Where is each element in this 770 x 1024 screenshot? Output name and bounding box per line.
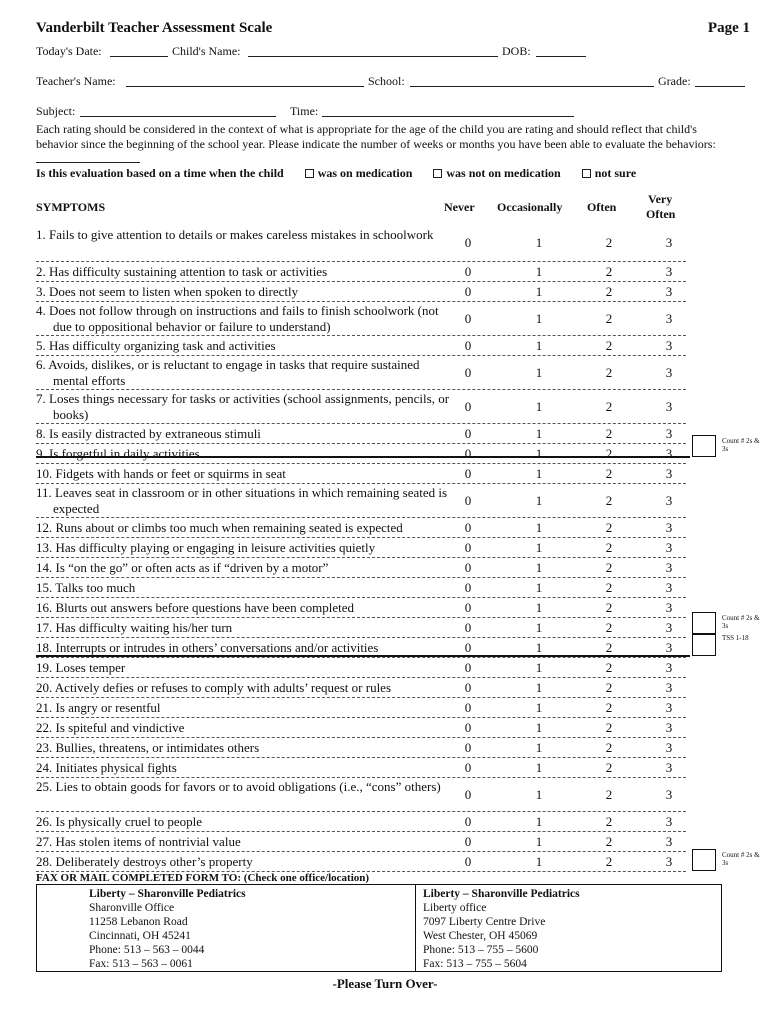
- rating-option[interactable]: 0: [464, 834, 472, 849]
- rating-option[interactable]: 3: [665, 365, 673, 380]
- page-number: Page 1: [707, 20, 750, 36]
- table-row: [36, 778, 686, 812]
- symptom-text: 14. Is “on the go” or often acts as if “driven by a motor”: [36, 560, 329, 575]
- fax-heading: FAX OR MAIL COMPLETED FORM TO: (Check one office/location): [36, 872, 370, 884]
- rating-option[interactable]: 1: [535, 365, 543, 380]
- rating-option[interactable]: 1: [535, 426, 543, 441]
- symptom-text: 15. Talks too much: [36, 580, 136, 595]
- table-row: [36, 758, 686, 778]
- symptom-text: 12. Runs about or climbs too much when remaining seated is expected: [36, 520, 403, 535]
- office2-phone: Phone: 513 – 755 – 5600: [423, 944, 539, 956]
- rating-option[interactable]: 2: [605, 493, 613, 508]
- rating-option[interactable]: 3: [665, 399, 673, 414]
- symptom-text: 7. Loses things necessary for tasks or activities (school assignments, pencils, or books): [36, 391, 450, 422]
- subject-field[interactable]: [80, 106, 276, 117]
- symptom-text: 22. Is spiteful and vindictive: [36, 720, 185, 735]
- please-turn-over: -Please Turn Over-: [332, 976, 438, 991]
- rating-option[interactable]: 3: [665, 760, 673, 775]
- rating-option[interactable]: 2: [605, 787, 613, 802]
- rating-option[interactable]: 1: [535, 720, 543, 735]
- table-row: [36, 578, 686, 598]
- symptom-text: 5. Has difficulty organizing task and activities: [36, 338, 276, 353]
- rating-option[interactable]: 0: [464, 680, 472, 695]
- rating-option[interactable]: 3: [665, 660, 673, 675]
- symptom-text: 6. Avoids, dislikes, or is reluctant to engage in tasks that require sustained mental efforts: [36, 357, 420, 388]
- rating-option[interactable]: 1: [535, 235, 543, 250]
- rating-option[interactable]: 0: [464, 580, 472, 595]
- todays-date-field[interactable]: [110, 46, 168, 57]
- symptom-text: 18. Interrupts or intrudes in others’ conversations and/or activities: [36, 640, 379, 655]
- count-box-hyperactivity[interactable]: [692, 612, 716, 634]
- rating-option[interactable]: 1: [535, 446, 543, 461]
- office1-office: Sharonville Office: [89, 902, 175, 914]
- rating-option[interactable]: 2: [605, 365, 613, 380]
- count-box-inattention[interactable]: [692, 435, 716, 457]
- very-often-header-line2: Often: [646, 207, 676, 221]
- symptom-text: 28. Deliberately destroys other’s property: [36, 854, 253, 869]
- rating-option[interactable]: 1: [535, 493, 543, 508]
- rating-option[interactable]: 2: [605, 580, 613, 595]
- rating-option[interactable]: 0: [464, 560, 472, 575]
- not-sure-option[interactable]: [582, 166, 636, 180]
- table-row: [36, 598, 686, 618]
- occasionally-header: Occasionally: [497, 200, 563, 214]
- teachers-name-field[interactable]: [126, 76, 364, 87]
- table-row: [36, 738, 686, 758]
- rating-option[interactable]: 3: [665, 620, 673, 635]
- rating-option[interactable]: 1: [535, 700, 543, 715]
- rating-option[interactable]: 2: [605, 680, 613, 695]
- rating-option[interactable]: 2: [605, 399, 613, 414]
- rating-option[interactable]: 1: [535, 284, 543, 299]
- table-row: [36, 698, 686, 718]
- rating-option[interactable]: 2: [605, 600, 613, 615]
- dob-label: DOB:: [502, 44, 531, 58]
- rating-option[interactable]: 0: [464, 600, 472, 615]
- rating-option[interactable]: 3: [665, 520, 673, 535]
- rating-option[interactable]: 1: [535, 311, 543, 326]
- section-divider-2: [36, 655, 690, 657]
- office-divider: [415, 885, 416, 971]
- rating-option[interactable]: 3: [665, 493, 673, 508]
- tss-note: TSS 1-18: [722, 634, 749, 642]
- rating-option[interactable]: 2: [605, 338, 613, 353]
- table-row: [36, 832, 686, 852]
- rating-option[interactable]: 1: [535, 787, 543, 802]
- rating-option[interactable]: 0: [464, 740, 472, 755]
- not-on-medication-label: was not on medication: [446, 166, 561, 180]
- rating-option[interactable]: 3: [665, 680, 673, 695]
- rating-option[interactable]: 0: [464, 540, 472, 555]
- table-row: [36, 484, 686, 518]
- todays-date-label: Today's Date:: [36, 44, 102, 58]
- rating-option[interactable]: 3: [665, 540, 673, 555]
- on-medication-label: was on medication: [317, 166, 413, 180]
- rating-option[interactable]: 0: [464, 700, 472, 715]
- rating-option[interactable]: 2: [605, 740, 613, 755]
- not-sure-checkbox[interactable]: [582, 169, 591, 178]
- rating-option[interactable]: 0: [464, 854, 472, 869]
- rating-option[interactable]: 1: [535, 740, 543, 755]
- rating-option[interactable]: 1: [535, 760, 543, 775]
- rating-option[interactable]: 2: [605, 660, 613, 675]
- on-medication-option[interactable]: [305, 166, 413, 180]
- rating-option[interactable]: 0: [464, 814, 472, 829]
- symptom-text: 21. Is angry or resentful: [36, 700, 161, 715]
- rating-option[interactable]: 2: [605, 700, 613, 715]
- table-row: [36, 302, 686, 336]
- childs-name-label: Child's Name:: [172, 44, 241, 58]
- rating-option[interactable]: 3: [665, 814, 673, 829]
- rating-option[interactable]: 2: [605, 640, 613, 655]
- dob-field[interactable]: [536, 46, 586, 57]
- teachers-name-label: Teacher's Name:: [36, 74, 116, 88]
- office2-office: Liberty office: [423, 902, 487, 914]
- symptom-text: 2. Has difficulty sustaining attention to task or activities: [36, 264, 328, 279]
- table-row: [36, 812, 686, 832]
- rating-option[interactable]: 1: [535, 466, 543, 481]
- rating-option[interactable]: 3: [665, 338, 673, 353]
- symptom-text: 19. Loses temper: [36, 660, 126, 675]
- rating-option[interactable]: 0: [464, 338, 472, 353]
- rating-option[interactable]: 0: [464, 620, 472, 635]
- table-row: [36, 444, 686, 464]
- medication-question-text: Is this evaluation based on a time when the child: [36, 166, 284, 180]
- rating-option[interactable]: 2: [605, 834, 613, 849]
- table-row: [36, 678, 686, 698]
- office1-phone: Phone: 513 – 563 – 0044: [89, 944, 205, 956]
- rating-option[interactable]: 0: [464, 264, 472, 279]
- often-header: Often: [587, 200, 617, 214]
- rating-option[interactable]: 1: [535, 814, 543, 829]
- rating-option[interactable]: 1: [535, 560, 543, 575]
- table-row: [36, 424, 686, 444]
- rating-option[interactable]: 0: [464, 426, 472, 441]
- rating-option[interactable]: 1: [535, 680, 543, 695]
- rating-option[interactable]: 1: [535, 264, 543, 279]
- rating-option[interactable]: 3: [665, 426, 673, 441]
- office1-fax: Fax: 513 – 563 – 0061: [89, 958, 193, 970]
- table-row: [36, 658, 686, 678]
- rating-option[interactable]: 1: [535, 338, 543, 353]
- office1-street: 11258 Lebanon Road: [89, 916, 188, 928]
- rating-option[interactable]: 1: [535, 600, 543, 615]
- time-label: Time:: [290, 104, 319, 118]
- symptom-text: 9. Is forgetful in daily activities: [36, 446, 200, 461]
- office2-name: Liberty – Sharonville Pediatrics: [423, 888, 580, 900]
- symptom-text: 10. Fidgets with hands or feet or squirms in seat: [36, 466, 286, 481]
- table-row: [36, 558, 686, 578]
- table-row: [36, 852, 686, 872]
- school-label: School:: [368, 74, 405, 88]
- symptom-text: 17. Has difficulty waiting his/her turn: [36, 620, 233, 635]
- office1-city: Cincinnati, OH 45241: [89, 930, 191, 942]
- rating-option[interactable]: 0: [464, 760, 472, 775]
- rating-option[interactable]: 0: [464, 520, 472, 535]
- rating-option[interactable]: 0: [464, 284, 472, 299]
- rating-option[interactable]: 1: [535, 540, 543, 555]
- rating-option[interactable]: 3: [665, 580, 673, 595]
- office2-fax: Fax: 513 – 755 – 5604: [423, 958, 527, 970]
- not-sure-label: not sure: [594, 166, 637, 180]
- symptom-text: 3. Does not seem to listen when spoken to directly: [36, 284, 299, 299]
- table-row: [36, 538, 686, 558]
- count-note-2: Count # 2s & 3s: [722, 614, 760, 630]
- rating-option[interactable]: 0: [464, 466, 472, 481]
- rating-option[interactable]: 0: [464, 640, 472, 655]
- section-divider-1: [36, 456, 690, 458]
- not-on-medication-checkbox[interactable]: [433, 169, 442, 178]
- rating-option[interactable]: 0: [464, 365, 472, 380]
- rating-option[interactable]: 2: [605, 560, 613, 575]
- office-liberty[interactable]: [423, 887, 580, 971]
- rating-option[interactable]: 3: [665, 854, 673, 869]
- grade-label: Grade:: [658, 74, 691, 88]
- rating-option[interactable]: 0: [464, 399, 472, 414]
- rating-option[interactable]: 1: [535, 520, 543, 535]
- table-row: [36, 464, 686, 484]
- symptom-text: 26. Is physically cruel to people: [36, 814, 203, 829]
- rating-option[interactable]: 3: [665, 787, 673, 802]
- symptom-text: 20. Actively defies or refuses to comply with adults’ request or rules: [36, 680, 392, 695]
- rating-option[interactable]: 2: [605, 620, 613, 635]
- very-often-header-line1: Very: [648, 192, 673, 206]
- tss-box[interactable]: [692, 634, 716, 656]
- office2-city: West Chester, OH 45069: [423, 930, 538, 942]
- never-header: Never: [444, 200, 475, 214]
- rating-option[interactable]: 3: [665, 311, 673, 326]
- school-field[interactable]: [410, 76, 654, 87]
- rating-option[interactable]: 0: [464, 235, 472, 250]
- rating-option[interactable]: 2: [605, 854, 613, 869]
- symptom-text: 1. Fails to give attention to details or makes careless mistakes in schoolwork: [36, 227, 434, 242]
- symptom-text: 8. Is easily distracted by extraneous stimuli: [36, 426, 261, 441]
- weeks-months-field[interactable]: [36, 152, 140, 163]
- rating-option[interactable]: 2: [605, 760, 613, 775]
- table-row: [36, 390, 686, 424]
- symptom-text: 11. Leaves seat in classroom or in other situations in which remaining seated is expected: [36, 485, 448, 516]
- time-field[interactable]: [322, 106, 574, 117]
- rating-option[interactable]: 0: [464, 311, 472, 326]
- table-row: [36, 282, 686, 302]
- table-row: [36, 718, 686, 738]
- office-box: [36, 884, 722, 972]
- symptom-text: 16. Blurts out answers before questions have been completed: [36, 600, 355, 615]
- rating-option[interactable]: 3: [665, 235, 673, 250]
- table-row: [36, 518, 686, 538]
- rating-option[interactable]: 2: [605, 264, 613, 279]
- table-header: [36, 192, 686, 222]
- table-row: [36, 262, 686, 282]
- rating-option[interactable]: 0: [464, 660, 472, 675]
- rating-option[interactable]: 2: [605, 466, 613, 481]
- symptom-text: 27. Has stolen items of nontrivial value: [36, 834, 241, 849]
- symptoms-header: SYMPTOMS: [36, 200, 106, 214]
- count-note-3: Count # 2s & 3s: [722, 851, 760, 867]
- rating-option[interactable]: 3: [665, 560, 673, 575]
- rating-option[interactable]: 3: [665, 446, 673, 461]
- symptom-text: 24. Initiates physical fights: [36, 760, 177, 775]
- office-sharonville[interactable]: [89, 887, 246, 971]
- rating-option[interactable]: 2: [605, 720, 613, 735]
- not-on-medication-option[interactable]: [433, 166, 560, 180]
- count-note-1: Count # 2s & 3s: [722, 437, 760, 453]
- rating-option[interactable]: 2: [605, 520, 613, 535]
- count-box-odd[interactable]: [692, 849, 716, 871]
- symptom-text: 25. Lies to obtain goods for favors or to avoid obligations (i.e., “cons” others): [36, 779, 441, 794]
- table-row: [36, 226, 686, 262]
- rating-option[interactable]: 1: [535, 620, 543, 635]
- childs-name-field[interactable]: [248, 46, 498, 57]
- rating-option[interactable]: 2: [605, 814, 613, 829]
- rating-option[interactable]: 3: [665, 466, 673, 481]
- symptom-text: 13. Has difficulty playing or engaging in leisure activities quietly: [36, 540, 376, 555]
- grade-field[interactable]: [695, 76, 745, 87]
- rating-option[interactable]: 1: [535, 399, 543, 414]
- rating-option[interactable]: 3: [665, 720, 673, 735]
- rating-option[interactable]: 3: [665, 264, 673, 279]
- medication-question: [36, 166, 636, 181]
- rating-option[interactable]: 2: [605, 446, 613, 461]
- office2-street: 7097 Liberty Centre Drive: [423, 916, 546, 928]
- rating-option[interactable]: 3: [665, 640, 673, 655]
- symptom-text: 23. Bullies, threatens, or intimidates others: [36, 740, 260, 755]
- rating-option[interactable]: 2: [605, 426, 613, 441]
- rating-option[interactable]: 1: [535, 834, 543, 849]
- instructions: Each rating should be considered in the context of what is appropriate for the age of the child you are rating and should reflect that child's behavior since the beginning of the school year. Please indicate the number of weeks or months you have been able to evaluate the behaviors:: [36, 122, 736, 167]
- rating-option[interactable]: 0: [464, 493, 472, 508]
- rating-option[interactable]: 2: [605, 311, 613, 326]
- rating-option[interactable]: 3: [665, 284, 673, 299]
- rating-option[interactable]: 3: [665, 834, 673, 849]
- rating-option[interactable]: 1: [535, 580, 543, 595]
- subject-label: Subject:: [36, 104, 76, 118]
- table-row: [36, 356, 686, 390]
- rating-option[interactable]: 1: [535, 660, 543, 675]
- office1-name: Liberty – Sharonville Pediatrics: [89, 888, 246, 900]
- table-row: [36, 336, 686, 356]
- rating-option[interactable]: 3: [665, 600, 673, 615]
- on-medication-checkbox[interactable]: [305, 169, 314, 178]
- rating-option[interactable]: 2: [605, 540, 613, 555]
- rating-option[interactable]: 2: [605, 235, 613, 250]
- rating-option[interactable]: 1: [535, 854, 543, 869]
- table-row: [36, 618, 686, 638]
- form-title: Vanderbilt Teacher Assessment Scale: [36, 20, 273, 36]
- symptom-text: 4. Does not follow through on instructions and fails to finish schoolwork (not due to oppositional behavior or failure to understand): [36, 303, 439, 334]
- rating-option[interactable]: 0: [464, 446, 472, 461]
- rating-option[interactable]: 2: [605, 284, 613, 299]
- rating-option[interactable]: 1: [535, 640, 543, 655]
- rating-option[interactable]: 3: [665, 700, 673, 715]
- rating-option[interactable]: 0: [464, 787, 472, 802]
- rating-option[interactable]: 0: [464, 720, 472, 735]
- rating-option[interactable]: 3: [665, 740, 673, 755]
